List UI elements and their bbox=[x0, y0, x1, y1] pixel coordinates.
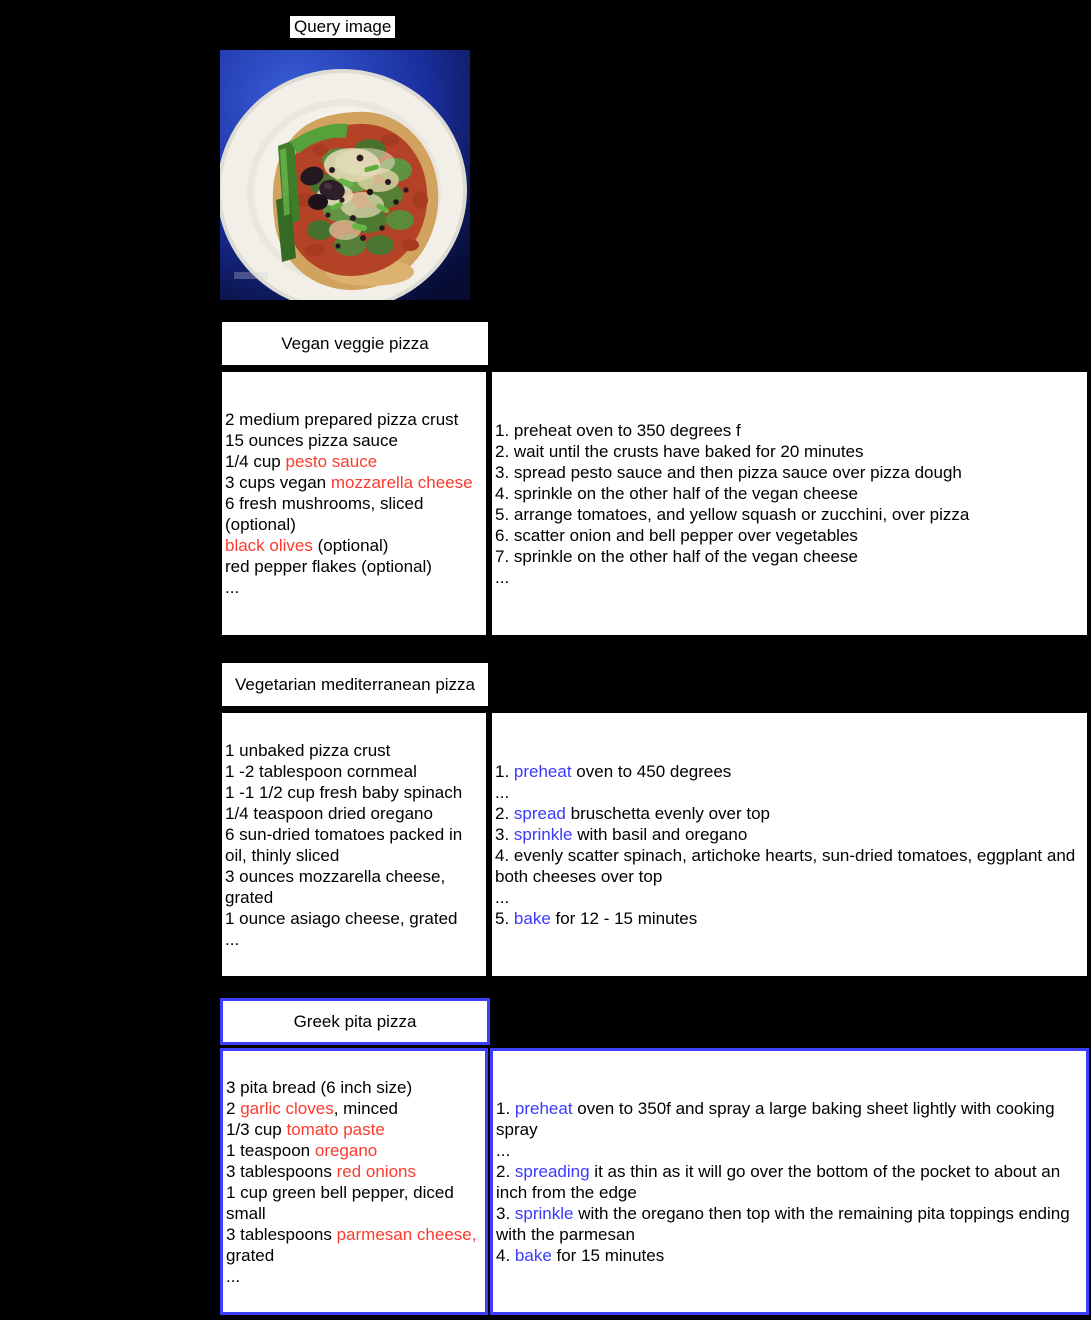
ingredients-box bbox=[220, 1048, 488, 1315]
text-segment: 2. wait until the crusts have baked for 20 minutes bbox=[495, 441, 864, 461]
text-segment: 3 ounces mozzarella cheese, grated bbox=[225, 866, 450, 907]
text-segment: 1/3 cup bbox=[226, 1119, 287, 1139]
text-segment: 1 teaspoon bbox=[226, 1140, 315, 1160]
text-segment: 7. sprinkle on the other half of the vegan cheese bbox=[495, 546, 858, 566]
text-segment: 2 medium prepared pizza crust bbox=[225, 410, 459, 429]
instruction-line bbox=[495, 782, 1084, 803]
ingredient-highlight: mozzarella cheese bbox=[330, 473, 473, 492]
text-segment: 3 tablespoons bbox=[226, 1224, 337, 1244]
ingredients-box bbox=[220, 711, 488, 978]
text-segment: 1. bbox=[496, 1098, 515, 1118]
ingredient-line bbox=[226, 1119, 482, 1140]
query-image-label: Query image bbox=[290, 16, 395, 38]
instruction-line bbox=[496, 1161, 1083, 1203]
ingredient-highlight: oregano bbox=[314, 1140, 378, 1160]
ingredient-line bbox=[225, 577, 483, 598]
instruction-line bbox=[495, 525, 1084, 546]
instruction-line bbox=[495, 420, 1084, 441]
text-segment: oven to 450 degrees bbox=[571, 761, 732, 781]
action-highlight: spread bbox=[513, 803, 566, 823]
ingredient-highlight: tomato paste bbox=[286, 1119, 385, 1139]
instruction-line bbox=[495, 462, 1084, 483]
text-segment: 4. sprinkle on the other half of the vegan cheese bbox=[495, 483, 858, 503]
text-segment: 3 cups vegan bbox=[225, 473, 331, 492]
action-highlight: spreading bbox=[514, 1161, 590, 1181]
recipe-title-box bbox=[220, 998, 490, 1045]
text-segment: 4. evenly scatter spinach, artichoke hearts, sun-dried tomatoes, eggplant and both cheeses over top bbox=[495, 845, 1080, 886]
text-segment: 2 bbox=[226, 1098, 241, 1118]
text-segment: ... bbox=[225, 578, 240, 597]
text-segment: with basil and oregano bbox=[572, 824, 748, 844]
text-segment: 4. bbox=[496, 1245, 515, 1265]
instructions-box bbox=[490, 1048, 1089, 1315]
recipe-title-box bbox=[220, 320, 490, 367]
recipe-title-text: Greek pita pizza bbox=[293, 1011, 417, 1031]
ingredient-highlight: black olives bbox=[225, 536, 313, 555]
ingredient-line bbox=[225, 472, 483, 493]
instruction-line bbox=[495, 567, 1084, 588]
ingredient-line bbox=[225, 556, 483, 577]
ingredient-highlight: red onions bbox=[336, 1161, 416, 1181]
text-segment: 1 -1 1/2 cup fresh baby spinach bbox=[225, 782, 463, 802]
ingredient-line bbox=[225, 430, 483, 451]
text-segment: 1/4 cup bbox=[225, 452, 286, 471]
text-segment: oven to 350f and spray a large baking sheet lightly with cooking spray bbox=[496, 1098, 1060, 1139]
text-segment: 1 ounce asiago cheese, grated bbox=[225, 908, 458, 928]
instruction-line bbox=[495, 803, 1084, 824]
text-segment: 3 pita bread (6 inch size) bbox=[226, 1077, 413, 1097]
ingredient-line bbox=[225, 782, 483, 803]
text-segment: with the oregano then top with the remaining pita toppings ending with the parmesan bbox=[496, 1203, 1075, 1244]
instructions-box bbox=[490, 370, 1089, 637]
instruction-line bbox=[495, 761, 1084, 782]
text-segment: 3 tablespoons bbox=[226, 1161, 337, 1181]
ingredient-highlight: parmesan cheese, bbox=[336, 1224, 477, 1244]
recipe-title-text: Vegan veggie pizza bbox=[281, 333, 429, 353]
instruction-line bbox=[495, 887, 1084, 908]
ingredient-line bbox=[226, 1224, 482, 1266]
text-segment: ... bbox=[495, 782, 510, 802]
text-segment: grated bbox=[226, 1224, 482, 1265]
text-segment: 1 cup green bell pepper, diced small bbox=[226, 1182, 459, 1223]
text-segment: ... bbox=[226, 1266, 241, 1286]
text-segment: , minced bbox=[333, 1098, 398, 1118]
text-segment: it as thin as it will go over the bottom of the pocket to about an inch from the edge bbox=[496, 1161, 1065, 1202]
action-highlight: sprinkle bbox=[514, 1203, 574, 1223]
text-segment: 3. bbox=[496, 1203, 515, 1223]
instruction-line bbox=[496, 1203, 1083, 1245]
instruction-line bbox=[495, 908, 1084, 929]
instruction-line bbox=[495, 546, 1084, 567]
ingredient-line bbox=[225, 493, 483, 535]
text-segment: 1 unbaked pizza crust bbox=[225, 740, 391, 760]
instruction-line bbox=[495, 441, 1084, 462]
action-highlight: sprinkle bbox=[513, 824, 573, 844]
recipe-title-box bbox=[220, 661, 490, 708]
text-segment: 2. bbox=[495, 803, 514, 823]
instructions-box bbox=[490, 711, 1089, 978]
ingredient-line bbox=[226, 1140, 482, 1161]
pizza-photo-illustration bbox=[220, 50, 470, 300]
instruction-line bbox=[495, 483, 1084, 504]
instruction-line bbox=[496, 1098, 1083, 1140]
ingredient-line bbox=[226, 1077, 482, 1098]
ingredient-line bbox=[226, 1098, 482, 1119]
text-segment: 1. bbox=[495, 761, 514, 781]
ingredient-highlight: pesto sauce bbox=[285, 452, 378, 471]
ingredient-line bbox=[225, 761, 483, 782]
text-segment: ... bbox=[495, 567, 510, 587]
text-segment: ... bbox=[495, 887, 510, 907]
instruction-line bbox=[495, 504, 1084, 525]
text-segment: 6 fresh mushrooms, sliced (optional) bbox=[225, 494, 429, 534]
ingredient-line bbox=[226, 1161, 482, 1182]
text-segment: 5. bbox=[495, 908, 514, 928]
text-segment: ... bbox=[225, 929, 240, 949]
query-pizza-photo bbox=[220, 50, 470, 300]
text-segment: 3. bbox=[495, 824, 514, 844]
text-segment: 1/4 teaspoon dried oregano bbox=[225, 803, 433, 823]
text-segment: bruschetta evenly over top bbox=[565, 803, 771, 823]
text-segment: 2. bbox=[496, 1161, 515, 1181]
ingredient-line bbox=[225, 803, 483, 824]
ingredient-line bbox=[226, 1266, 482, 1287]
ingredient-highlight: garlic cloves bbox=[240, 1098, 334, 1118]
ingredient-line bbox=[225, 535, 483, 556]
ingredient-line bbox=[225, 929, 483, 950]
action-highlight: preheat bbox=[513, 761, 572, 781]
instruction-line bbox=[495, 845, 1084, 887]
ingredient-line bbox=[225, 740, 483, 761]
ingredient-line bbox=[225, 409, 483, 430]
text-segment: 1. preheat oven to 350 degrees f bbox=[495, 420, 741, 440]
text-segment: red pepper flakes (optional) bbox=[225, 557, 432, 576]
ingredient-line bbox=[225, 908, 483, 929]
action-highlight: bake bbox=[514, 1245, 552, 1265]
text-segment: for 12 - 15 minutes bbox=[550, 908, 698, 928]
action-highlight: bake bbox=[513, 908, 551, 928]
instruction-line bbox=[496, 1140, 1083, 1161]
text-segment: 3. spread pesto sauce and then pizza sauce over pizza dough bbox=[495, 462, 962, 482]
action-highlight: preheat bbox=[514, 1098, 573, 1118]
text-segment: 6 sun-dried tomatoes packed in oil, thinly sliced bbox=[225, 824, 467, 865]
instruction-line bbox=[495, 824, 1084, 845]
ingredient-line bbox=[225, 866, 483, 908]
text-segment: (optional) bbox=[312, 536, 389, 555]
ingredient-line bbox=[225, 451, 483, 472]
text-segment: 15 ounces pizza sauce bbox=[225, 431, 398, 450]
text-segment: for 15 minutes bbox=[551, 1245, 665, 1265]
text-segment: ... bbox=[496, 1140, 511, 1160]
ingredients-box bbox=[220, 370, 488, 637]
ingredient-line bbox=[226, 1182, 482, 1224]
recipe-title-text: Vegetarian mediterranean pizza bbox=[234, 674, 476, 694]
ingredient-line bbox=[225, 824, 483, 866]
text-segment: 5. arrange tomatoes, and yellow squash or zucchini, over pizza bbox=[495, 504, 970, 524]
text-segment: 6. scatter onion and bell pepper over vegetables bbox=[495, 525, 858, 545]
instruction-line bbox=[496, 1245, 1083, 1266]
text-segment: 1 -2 tablespoon cornmeal bbox=[225, 761, 417, 781]
